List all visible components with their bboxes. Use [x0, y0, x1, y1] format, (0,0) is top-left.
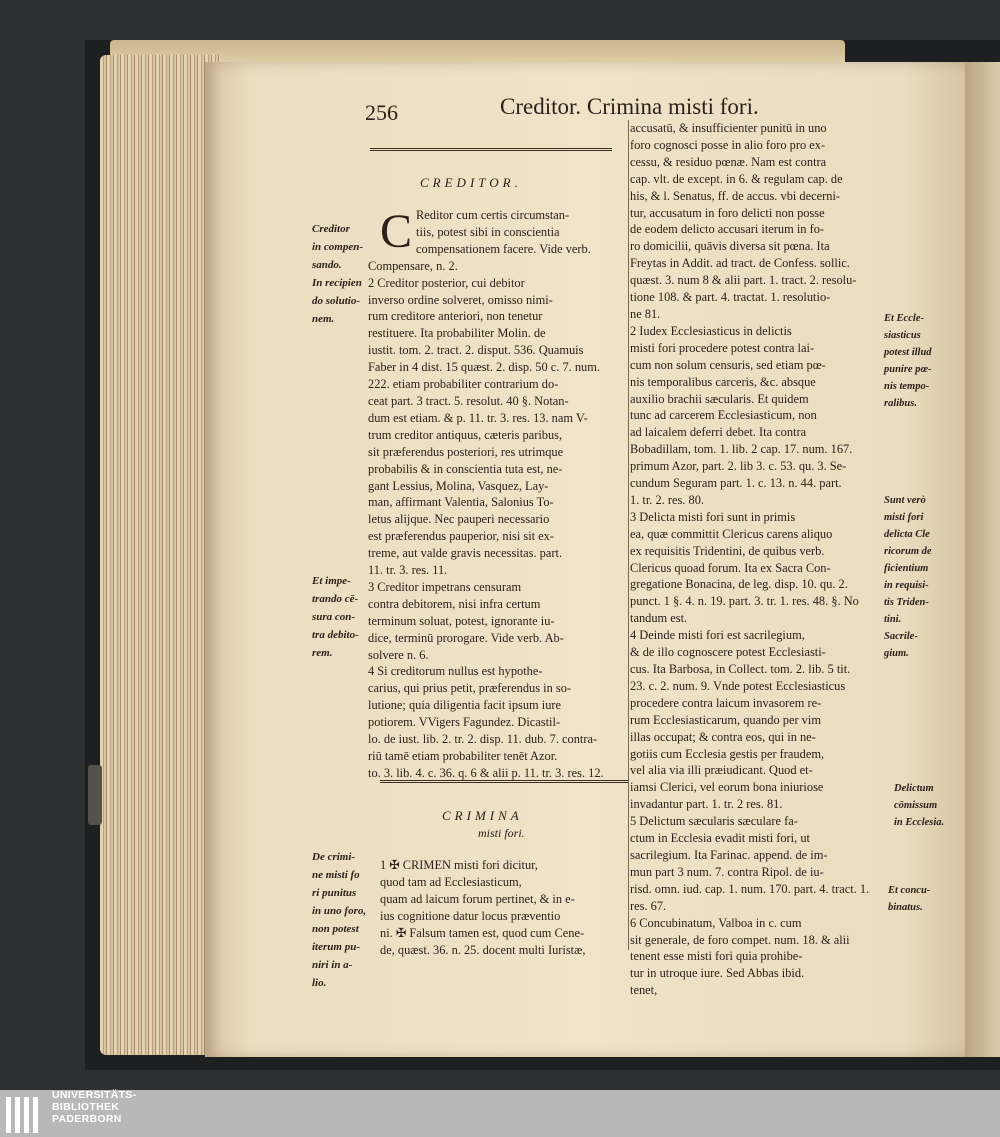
text-line: solvere n. 6. [368, 647, 429, 662]
text-line: illas occupat; & contra eos, qui in ne- [630, 729, 816, 744]
text-line: risd. omn. iud. cap. 1. num. 170. part. 4. tract. 1. [630, 881, 870, 896]
text-line: misti fori procedere potest contra lai- [630, 340, 815, 355]
text-line: his, & l. Senatus, ff. de accus. vbi decerni- [630, 188, 841, 203]
margin-note-line: gium. [884, 648, 909, 659]
section-ornament-rule-2 [380, 780, 628, 783]
margin-note-censura [312, 572, 359, 662]
text-line: probabilis & in conscientia tuta est, ne- [368, 461, 563, 476]
text-line: quod tam ad Ecclesiasticum, [380, 874, 522, 889]
text-line: ad laicalem deferri debet. Ita contra [630, 425, 807, 440]
text-line: dice, terminū prorogare. Vide verb. Ab- [368, 630, 564, 645]
margin-note-ecclesiasticus [884, 310, 932, 412]
margin-note-line: in uno foro, [312, 905, 367, 917]
text-line: 4 Si creditorum nullus est hypothe- [368, 664, 543, 679]
text-line: carius, qui prius petit, præferendus in so- [368, 681, 572, 696]
section-ornament-rule [370, 148, 612, 151]
text-line: gotiis cum Ecclesia gestis per fraudem, [630, 746, 825, 761]
margin-note-line: niri in a- [312, 959, 353, 971]
text-line: tandum est. [630, 611, 688, 626]
text-line: Faber in 4 dist. 15 quæst. 2. disp. 50 c. 7. num. [368, 360, 600, 375]
text-line: riū tamē etiam probabiliter tenēt Azor. [368, 749, 558, 763]
text-line: est præferendus pauperior, nisi sit ex- [368, 529, 555, 544]
text-line: tiis, potest sibi in conscientia [416, 224, 560, 239]
text-line: ctum in Ecclesia evadit misti fori, ut [630, 831, 810, 846]
margin-note-line: ficientium [884, 563, 929, 574]
margin-note-concubinatus [888, 882, 930, 916]
margin-note-line: in requisi- [884, 580, 929, 591]
text-line: ne 81. [630, 306, 661, 321]
text-line: cap. vlt. de except. in 6. & regulam cap. de [630, 171, 843, 186]
text-line: lutione; quia diligentia facit ipsum iure [368, 698, 562, 713]
library-name-line-3: PADERBORN [52, 1113, 122, 1125]
text-line: & de illo cognoscere potest Ecclesiasti- [630, 645, 826, 660]
text-line: letus alijque. Nec pauperi necessario [368, 512, 550, 527]
text-line: 2 Creditor posterior, cui debitor [368, 275, 525, 290]
margin-note-line: Creditor [312, 223, 350, 235]
margin-note-line: punire pœ- [884, 364, 932, 375]
text-line: Clericus quoad forum. Ita ex Sacra Con- [630, 560, 831, 575]
margin-note-line: binatus. [888, 902, 923, 913]
facing-page-edge [965, 62, 1000, 1057]
text-line: gant Lessius, Molina, Vasquez, Lay- [368, 478, 549, 493]
text-line: tenent esse misti fori quia prohibe- [630, 949, 803, 964]
page-number: 256 [365, 100, 398, 125]
margin-note-line: tini. [884, 614, 902, 625]
left-column-crimina-text [380, 857, 630, 958]
text-line: 1. tr. 2. res. 80. [630, 492, 704, 507]
text-line: punct. 1 §. 4. n. 19. part. 3. tr. 1. res. 48. §. No [630, 594, 859, 609]
text-line: auxilio brachii sæcularis. Et quidem [630, 391, 809, 406]
library-name [52, 1089, 136, 1125]
margin-note-line: iterum pu- [312, 941, 360, 953]
margin-note-delicta-clericorum [884, 492, 932, 662]
text-line: 222. etiam probabiliter contrarium do- [368, 377, 559, 392]
margin-note-line: siasticus [884, 330, 921, 341]
margin-note-line: tis Triden- [884, 597, 929, 608]
margin-note-line: Delictum [894, 783, 934, 794]
text-line: tenet, [630, 983, 658, 998]
text-line: cessu, & residuo pœnæ. Nam est contra [630, 154, 827, 169]
text-line: restituere. Ita probabiliter Molin. de [368, 326, 546, 341]
drop-cap-c: C [380, 205, 413, 258]
margin-note-line: rem. [312, 647, 333, 659]
text-line: iustit. tom. 2. tract. 2. disput. 536. Quamuis [368, 343, 584, 358]
text-line: cum non solum censuris, sed etiam pœ- [630, 357, 826, 372]
text-line: sit præferendus posteriori, res utrimque [368, 444, 564, 459]
text-line: ni. ✠ Falsum tamen est, quod cum Cene- [380, 925, 585, 940]
margin-note-line: Sacrile- [884, 631, 918, 642]
library-name-line-1: UNIVERSITÄTS- [52, 1089, 137, 1101]
text-line: contra debitorem, nisi infra certum [368, 596, 541, 611]
text-line: 3 Creditor impetrans censuram [368, 579, 522, 594]
text-line: terminum soluat, potest, ignorante iu- [368, 613, 555, 628]
text-line: 5 Delictum sæcularis sæculare fa- [630, 814, 798, 829]
text-line: treme, aut valde gravis necessitas. part. [368, 546, 563, 561]
text-line: ex requisitis Tridentini, de quibus verb. [630, 543, 825, 558]
text-line: sit generale, de foro compet. num. 18. & alii [630, 932, 850, 947]
library-logo-icon [6, 1097, 48, 1133]
text-line: 1 ✠ CRIMEN misti fori dicitur, [380, 858, 538, 872]
margin-note-line: De crimi- [312, 851, 356, 863]
text-line: 2 Iudex Ecclesiasticus in delictis [630, 323, 792, 338]
margin-note-line: non potest [312, 923, 359, 935]
text-line: de eodem delicto accusari iterum in fo- [630, 222, 825, 237]
text-line: nis temporalibus carceris, &c. absque [630, 374, 816, 389]
text-line: quam ad laicum forum pertinet, & in e- [380, 891, 575, 906]
text-line: cus. Ita Barbosa, in Collect. tom. 2. lib. 5 tit. [630, 662, 851, 676]
text-line: tione 108. & part. 4. tractat. 1. resolutio- [630, 290, 831, 305]
text-line: cundum Seguram part. 1. c. 13. n. 44. part. [630, 476, 842, 491]
text-line: compensationem facere. Vide verb. [416, 241, 591, 256]
margin-note-line: misti fori [884, 512, 924, 523]
text-line: ea, quæ committit Clericus carens aliquo [630, 526, 833, 541]
margin-note-line: trando cē- [312, 593, 359, 605]
text-line: mun part 3 num. 7. contra Ripol. de iu- [630, 864, 824, 879]
text-line: to. 3. lib. 4. c. 36. q. 6 & alii p. 11. tr. 3. res. 12. [368, 765, 604, 780]
text-line: accusatū, & insufficienter punitū in uno [630, 121, 827, 135]
margin-note-line: In recipien [312, 277, 362, 289]
text-line: lo. de iust. lib. 2. tr. 2. disp. 11. dub. 7. contra- [368, 732, 598, 747]
margin-note-line: cōmissum [894, 800, 938, 811]
text-line: dum est etiam. & p. 11. tr. 3. res. 13. nam V- [368, 410, 588, 425]
running-head: Creditor. Crimina misti fori. [500, 94, 759, 119]
margin-note-line: in Ecclesia. [894, 817, 945, 828]
margin-note-line: sando. [312, 259, 342, 271]
text-line: foro cognosci posse in alio foro pro ex- [630, 137, 826, 152]
text-line: res. 67. [630, 898, 667, 913]
text-line: ius cognitione datur locus præventio [380, 908, 561, 923]
margin-note-line: Sunt verò [884, 495, 926, 506]
text-line: invadantur part. 1. tr. 2 res. 81. [630, 797, 783, 812]
text-line: Bobadillam, tom. 1. lib. 2 cap. 17. num. 167. [630, 442, 853, 457]
text-line: vel alia via illi præiudicant. Quod et- [630, 763, 813, 778]
text-line: ro domicilii, quāvis diversa sit pœna. Ita [630, 239, 830, 254]
text-line: 4 Deinde misti fori est sacrilegium, [630, 628, 805, 643]
margin-note-line: tra debito- [312, 629, 359, 641]
text-line: quæst. 3. num 8 & alii part. 1. tract. 2. resolu- [630, 273, 857, 288]
margin-note-line: delicta Cle [884, 529, 930, 540]
margin-note-line: Et concu- [888, 885, 931, 896]
section-heading-creditor: CREDITOR. [420, 175, 522, 190]
text-line: primum Azor, part. 2. lib 3. c. 53. qu. 3. Se- [630, 459, 847, 474]
text-line: rum creditore anteriori, non tenetur [368, 309, 543, 324]
text-line: Freytas in Addit. ad tract. de Confess. sollic. [630, 256, 850, 271]
text-line: potiorem. VVigers Fagundez. Dicastil- [368, 715, 561, 730]
text-line: Reditor cum certis circumstan- [416, 208, 570, 222]
margin-note-line: nem. [312, 313, 335, 325]
library-footer-bar [0, 1090, 1000, 1137]
margin-note-line: ri punitus [312, 887, 357, 899]
margin-note-line: ralibus. [884, 398, 917, 409]
text-line: 3 Delicta misti fori sunt in primis [630, 509, 796, 524]
text-line: procedere contra laicum invasorem re- [630, 695, 822, 710]
margin-note-line: Et impe- [312, 575, 351, 587]
margin-note-delictum-commissum [894, 780, 944, 831]
margin-note-line: sura con- [312, 611, 356, 623]
margin-note-line: nis tempo- [884, 381, 930, 392]
library-name-line-2: BIBLIOTHEK [52, 1101, 120, 1113]
text-line: trum creditor antiquus, cæteris paribus, [368, 427, 563, 442]
section-subheading-misti-fori: misti fori. [478, 826, 525, 840]
margin-note-line: do solutio- [312, 295, 360, 307]
text-line: Compensare, n. 2. [368, 258, 458, 273]
text-line: ceat part. 3 tract. 5. resolut. 40 §. Notan- [368, 393, 569, 408]
margin-note-line: ne misti fo [312, 869, 360, 881]
text-line: iamsi Clerici, vel eorum bona iniuriose [630, 780, 824, 795]
margin-note-line: lio. [312, 977, 327, 989]
text-line: 23. c. 2. num. 9. Vnde potest Ecclesiasticus [630, 678, 846, 693]
margin-note-line: in compen- [312, 241, 364, 253]
text-line: man, affirmant Valentia, Salonius To- [368, 495, 554, 510]
margin-note-crimen-punitus [312, 848, 366, 992]
text-line: rum Ecclesiasticarum, quando per vim [630, 712, 821, 727]
page-stack-edge [100, 55, 220, 1055]
margin-note-creditor-compensando [312, 220, 363, 328]
text-line: gregatione Bonacina, de leg. disp. 10. qu. 2. [630, 577, 848, 592]
text-line: 11. tr. 3. res. 11. [368, 563, 448, 578]
book-clasp [88, 765, 102, 825]
column-divider [628, 120, 629, 950]
margin-note-line: ricorum de [884, 546, 932, 557]
text-line: de, quæst. 36. n. 25. docent multi Iuristæ, [380, 942, 586, 957]
right-column-text [630, 120, 880, 999]
margin-note-line: Et Eccle- [884, 313, 924, 324]
text-line: 6 Concubinatum, Valboa in c. cum [630, 915, 802, 930]
text-line: tur, accusatum in foro delicti non posse [630, 205, 825, 220]
text-line: sacrilegium. Ita Farinac. append. de im- [630, 847, 828, 862]
text-line: inverso ordine solveret, omisso nimi- [368, 292, 553, 307]
margin-note-line: potest illud [884, 347, 932, 358]
left-column-creditor-text [368, 207, 625, 782]
text-line: tur in utroque iure. Sed Abbas ibid. [630, 966, 805, 981]
section-heading-crimina: CRIMINA [442, 808, 523, 823]
text-line: tunc ad carcerem Ecclesiasticum, non [630, 408, 817, 423]
